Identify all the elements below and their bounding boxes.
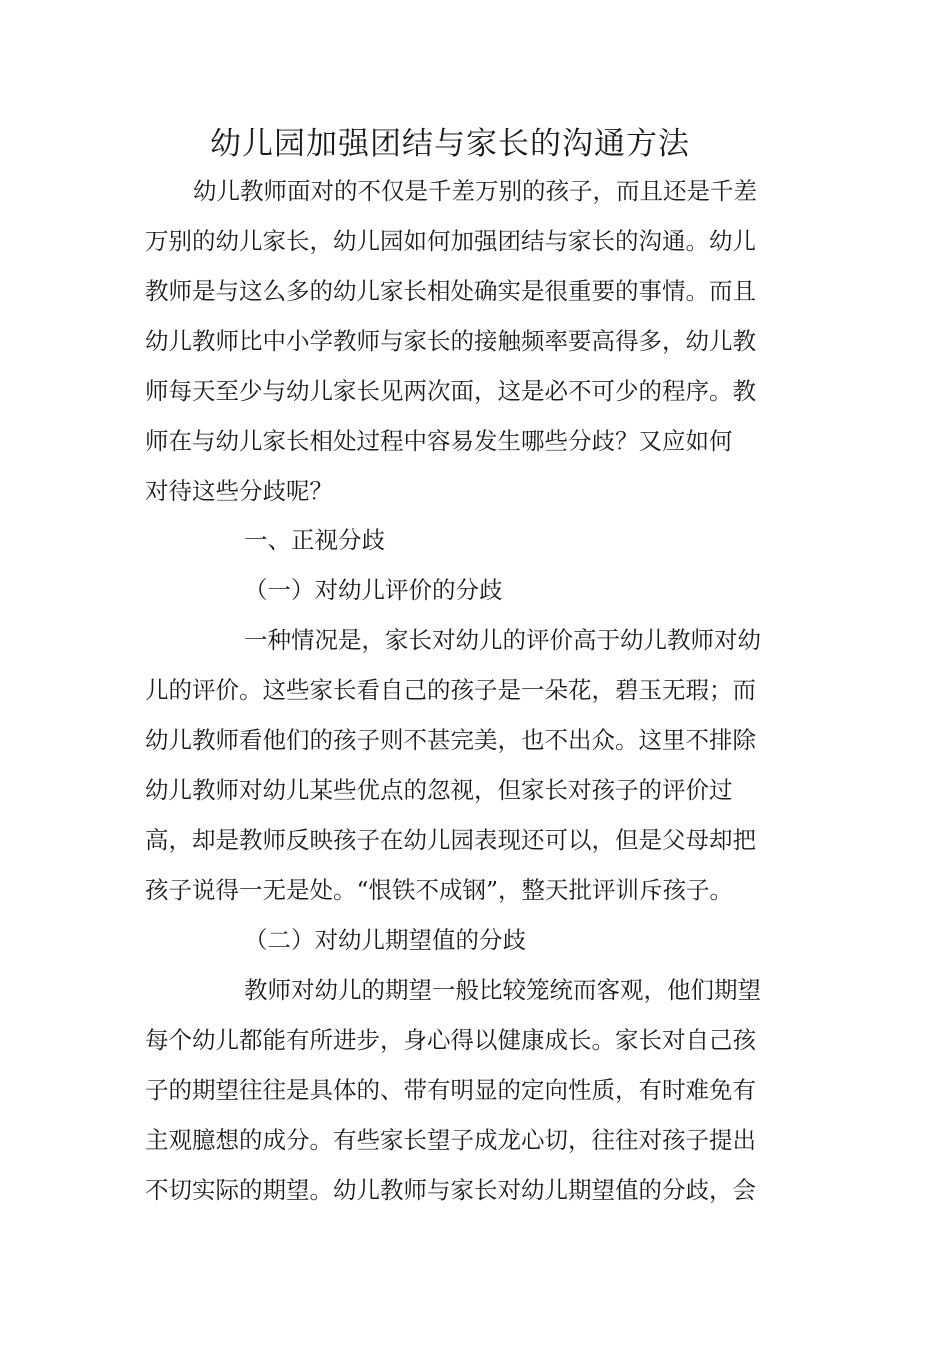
text-line: 不切实际的期望。幼儿教师与家长对幼儿期望值的分歧，会	[145, 1176, 756, 1204]
text-line: 师每天至少与幼儿家长见两次面，这是必不可少的程序。教	[145, 377, 756, 405]
text-line: 主观臆想的成分。有些家长望子成龙心切，往往对孩子提出	[145, 1126, 756, 1154]
text-line: 幼儿教师面对的不仅是千差万别的孩子，而且还是千差	[193, 177, 757, 205]
document-title: 幼儿园加强团结与家长的沟通方法	[210, 126, 690, 162]
section-heading: 一、正视分歧	[244, 526, 385, 554]
text-line: 万别的幼儿家长，幼儿园如何加强团结与家长的沟通。幼儿	[145, 227, 756, 255]
text-line: 每个幼儿都能有所进步，身心得以健康成长。家长对自己孩	[145, 1026, 756, 1054]
text-line: 对待这些分歧呢？	[145, 477, 333, 505]
text-line: 幼儿教师比中小学教师与家长的接触频率要高得多，幼儿教	[145, 327, 756, 355]
text-line: 孩子说得一无是处。“恨铁不成钢”，整天批评训斥孩子。	[145, 876, 734, 904]
text-line: 一种情况是，家长对幼儿的评价高于幼儿教师对幼	[244, 626, 761, 654]
text-line: 儿的评价。这些家长看自己的孩子是一朵花，碧玉无瑕；而	[145, 676, 756, 704]
text-line: 高，却是教师反映孩子在幼儿园表现还可以，但是父母却把	[145, 826, 756, 854]
text-line: 幼儿教师对幼儿某些优点的忽视，但家长对孩子的评价过	[145, 776, 733, 804]
subsection-heading: （一）对幼儿评价的分歧	[244, 576, 503, 604]
text-line: 师在与幼儿家长相处过程中容易发生哪些分歧？又应如何	[145, 427, 733, 455]
text-line: 幼儿教师看他们的孩子则不甚完美，也不出众。这里不排除	[145, 726, 756, 754]
text-line: 子的期望往往是具体的、带有明显的定向性质，有时难免有	[145, 1076, 756, 1104]
subsection-heading: （二）对幼儿期望值的分歧	[244, 926, 526, 954]
text-line: 教师是与这么多的幼儿家长相处确实是很重要的事情。而且	[145, 277, 756, 305]
text-line: 教师对幼儿的期望一般比较笼统而客观，他们期望	[244, 976, 761, 1004]
